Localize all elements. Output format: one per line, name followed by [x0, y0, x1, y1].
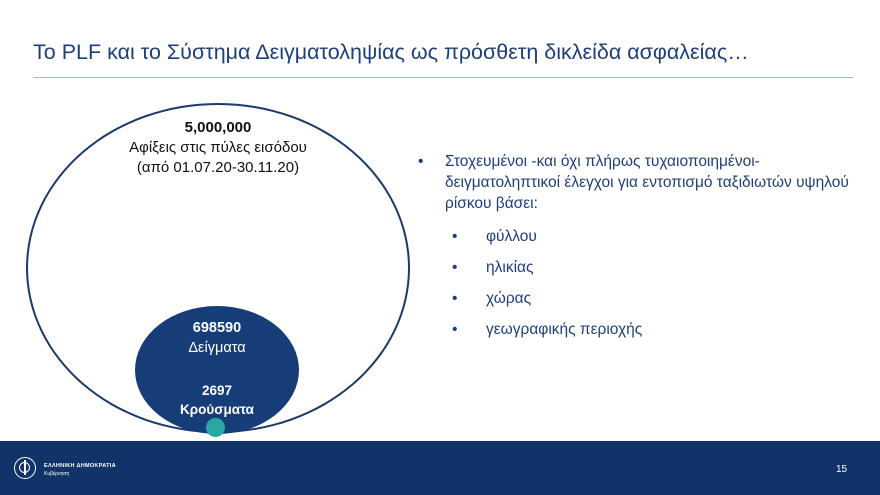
bullet-dot-icon: •: [452, 290, 458, 307]
bullet-list: [418, 151, 858, 340]
arrivals-label: Αφίξεις στις πύλες εισόδου: [129, 139, 307, 156]
cases-label-group: [135, 381, 299, 419]
cases-label: Κρούσματα: [180, 402, 254, 417]
bullet-dot-icon: •: [418, 153, 424, 170]
bullet-sub-text: χώρας: [486, 290, 532, 307]
footer-org-name: ΕΛΛΗΝΙΚΗ ΔΗΜΟΚΡΑΤΙΑ: [44, 463, 116, 469]
government-emblem-icon: [14, 457, 36, 479]
footer-org-sub: Κυβέρνηση: [44, 471, 70, 477]
bullet-sub-item: [452, 257, 858, 278]
bullet-sub-item: [452, 226, 858, 247]
bullet-sub-item: [452, 288, 858, 309]
slide-title: Το PLF και το Σύστημα Δειγματοληψίας ως πρόσθετη δικλείδα ασφαλείας…: [33, 40, 749, 64]
bullet-sub-text: ηλικίας: [486, 259, 534, 276]
title-divider: [33, 77, 853, 78]
arrivals-period: (από 01.07.20-30.11.20): [136, 159, 300, 176]
arrivals-value: 5,000,000: [184, 119, 252, 136]
bullet-sub-text: γεωγραφικής περιοχής: [486, 321, 643, 338]
arrivals-label-group: [98, 118, 338, 178]
bullet-dot-icon: •: [452, 321, 458, 338]
cases-circle: [206, 418, 225, 437]
samples-value: 698590: [192, 320, 242, 336]
samples-label-group: [135, 318, 299, 358]
samples-label: Δείγματα: [188, 340, 246, 356]
bullet-sub-item: [452, 319, 858, 340]
bullet-main-text: Στοχευμένοι -και όχι πλήρως τυχαιοποιημένοι- δειγματοληπτικοί έλεγχοι για εντοπισμό ταξιδιωτών υψηλού ρίσκου βάσει:: [445, 153, 849, 212]
page-number: 15: [836, 464, 848, 475]
bullet-sub-text: φύλλου: [486, 228, 537, 245]
bullet-main: [418, 151, 858, 214]
footer-bar: [0, 441, 880, 495]
cases-value: 2697: [201, 383, 233, 398]
bullet-dot-icon: •: [452, 228, 458, 245]
bullet-dot-icon: •: [452, 259, 458, 276]
